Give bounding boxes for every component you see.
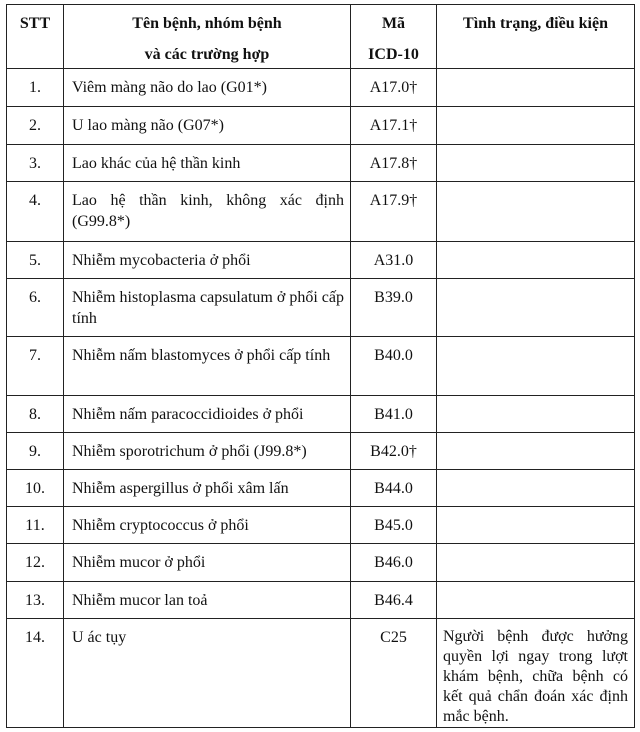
row-name: Nhiễm cryptococcus ở phổi [64, 507, 351, 544]
row-code: B41.0 [351, 396, 437, 433]
row-stt: 8. [7, 396, 64, 433]
row-code: A17.8† [351, 145, 437, 182]
table-row [7, 619, 635, 728]
row-code: B44.0 [351, 470, 437, 507]
row-name: Nhiễm mycobacteria ở phổi [64, 242, 351, 279]
header-condition: Tình trạng, điều kiện [437, 5, 635, 69]
row-condition: Người bệnh được hưởng quyền lợi ngay trong lượt khám bệnh, chữa bệnh có kết quả chẩn đoán xác định mắc bệnh. [437, 619, 635, 728]
table-row [7, 582, 635, 619]
row-condition [437, 470, 635, 507]
row-stt: 5. [7, 242, 64, 279]
row-code: B42.0† [351, 433, 437, 470]
row-condition [437, 182, 635, 242]
row-stt: 9. [7, 433, 64, 470]
disease-table [6, 4, 635, 728]
table-row [7, 69, 635, 107]
row-condition [437, 337, 635, 396]
row-code: A17.0† [351, 69, 437, 107]
row-condition [437, 433, 635, 470]
row-stt: 13. [7, 582, 64, 619]
row-name: U ác tụy [64, 619, 351, 728]
row-stt: 14. [7, 619, 64, 728]
table-row [7, 337, 635, 396]
row-stt: 10. [7, 470, 64, 507]
row-name: Nhiễm histoplasma capsulatum ở phổi cấp tính [64, 279, 351, 337]
row-name: Nhiễm aspergillus ở phổi xâm lấn [64, 470, 351, 507]
row-code: A31.0 [351, 242, 437, 279]
header-name-line2: và các trường hợp [144, 46, 270, 63]
row-condition [437, 396, 635, 433]
table-row [7, 433, 635, 470]
row-condition [437, 507, 635, 544]
row-code: C25 [351, 619, 437, 728]
row-condition [437, 107, 635, 145]
row-condition [437, 582, 635, 619]
table-row [7, 507, 635, 544]
row-stt: 12. [7, 544, 64, 582]
row-name: Nhiễm nấm paracoccidioides ở phổi [64, 396, 351, 433]
row-condition [437, 145, 635, 182]
header-name-line1: Tên bệnh, nhóm bệnh [132, 15, 282, 32]
row-name: Viêm màng não do lao (G01*) [64, 69, 351, 107]
row-stt: 2. [7, 107, 64, 145]
row-condition [437, 279, 635, 337]
row-code: B45.0 [351, 507, 437, 544]
header-stt: STT [7, 5, 64, 69]
row-stt: 4. [7, 182, 64, 242]
row-stt: 1. [7, 69, 64, 107]
row-name: Nhiễm mucor ở phổi [64, 544, 351, 582]
row-code: B46.4 [351, 582, 437, 619]
header-code-line1: Mã [381, 15, 406, 32]
row-name: Lao khác của hệ thần kinh [64, 145, 351, 182]
table-row [7, 145, 635, 182]
row-code: B39.0 [351, 279, 437, 337]
row-name: Nhiễm sporotrichum ở phổi (J99.8*) [64, 433, 351, 470]
header-code [351, 5, 437, 69]
table-row [7, 279, 635, 337]
table-row [7, 544, 635, 582]
row-condition [437, 242, 635, 279]
row-stt: 11. [7, 507, 64, 544]
row-name: Lao hệ thần kinh, không xác định (G99.8*) [64, 182, 351, 242]
row-condition [437, 544, 635, 582]
table-row [7, 182, 635, 242]
table-row [7, 242, 635, 279]
row-code: A17.9† [351, 182, 437, 242]
header-name [64, 5, 351, 69]
row-stt: 7. [7, 337, 64, 396]
row-stt: 6. [7, 279, 64, 337]
header-row [7, 5, 635, 69]
row-name: U lao màng não (G07*) [64, 107, 351, 145]
row-stt: 3. [7, 145, 64, 182]
row-name: Nhiễm mucor lan toả [64, 582, 351, 619]
row-condition [437, 69, 635, 107]
row-code: A17.1† [351, 107, 437, 145]
table-row [7, 396, 635, 433]
row-code: B40.0 [351, 337, 437, 396]
table-row [7, 470, 635, 507]
header-code-line2: ICD-10 [368, 46, 419, 63]
table-row [7, 107, 635, 145]
row-name: Nhiễm nấm blastomyces ở phổi cấp tính [64, 337, 351, 396]
row-code: B46.0 [351, 544, 437, 582]
